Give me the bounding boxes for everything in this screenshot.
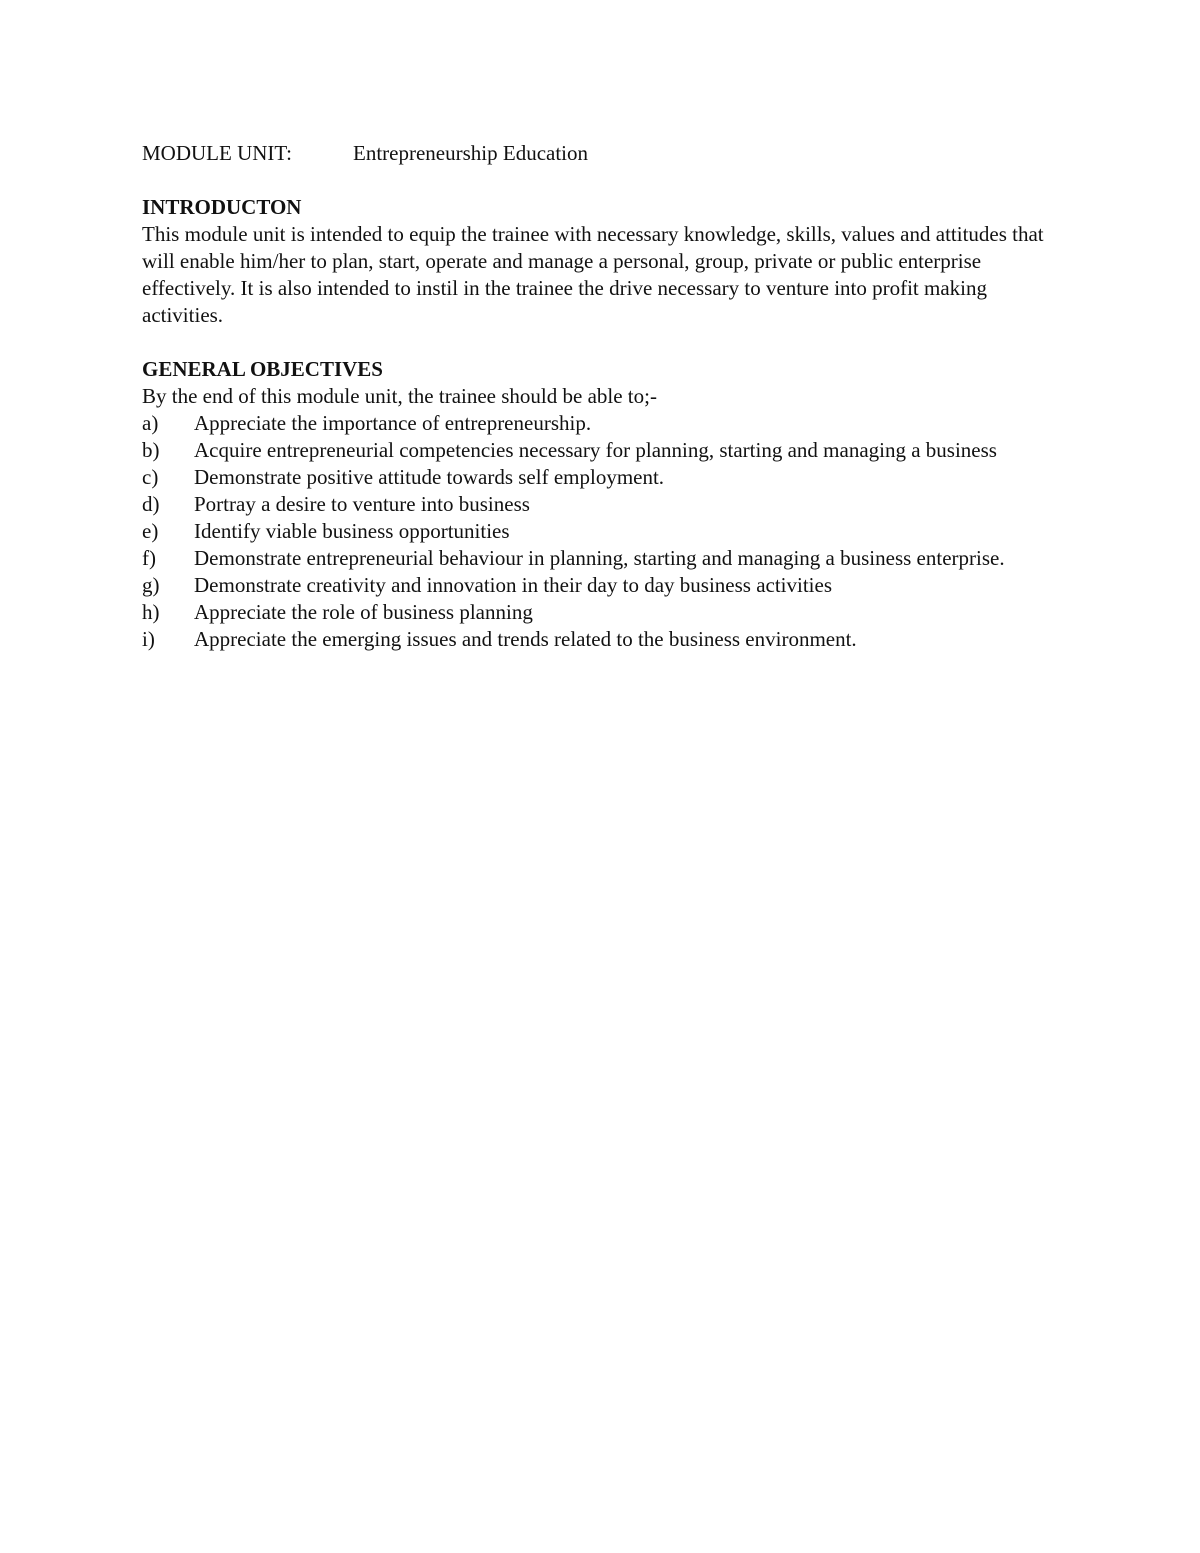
list-item-marker: h) [142, 600, 160, 624]
list-item [142, 626, 1062, 653]
list-item-marker: a) [142, 411, 159, 435]
list-item [142, 464, 1062, 491]
module-unit-value: Entrepreneurship Education [353, 141, 588, 165]
document-page [142, 140, 1062, 653]
list-item-text: Demonstrate entrepreneurial behaviour in planning, starting and managing a business enterprise. [194, 546, 1005, 570]
module-unit-line [142, 140, 1062, 167]
introduction-section [142, 194, 1062, 329]
list-item-text: Identify viable business opportunities [194, 519, 510, 543]
objectives-lead: By the end of this module unit, the trainee should be able to;- [142, 384, 657, 408]
list-item [142, 410, 1062, 437]
list-item-marker: f) [142, 546, 156, 570]
list-item-text: Appreciate the emerging issues and trends related to the business environment. [194, 627, 857, 651]
list-item [142, 545, 1062, 572]
list-item-marker: b) [142, 438, 160, 462]
list-item-marker: e) [142, 519, 159, 543]
list-item-text: Demonstrate creativity and innovation in their day to day business activities [194, 573, 833, 597]
introduction-text: This module unit is intended to equip the trainee with necessary knowledge, skills, values and attitudes that will enable him/her to plan, start, operate and manage a personal, group, private or public enterprise effectively. It is also intended to instil in the trainee the drive necessary to venture into profit making activities. [142, 222, 1044, 327]
list-item-marker: d) [142, 492, 160, 516]
list-item [142, 572, 1062, 599]
list-item-marker: c) [142, 465, 159, 489]
list-item-marker: g) [142, 573, 160, 597]
list-item-marker: i) [142, 627, 155, 651]
list-item-text: Appreciate the importance of entrepreneurship. [194, 411, 592, 435]
objectives-section [142, 356, 1062, 653]
list-item [142, 518, 1062, 545]
list-item [142, 599, 1062, 626]
list-item [142, 491, 1062, 518]
list-item [142, 437, 1062, 464]
list-item-text: Appreciate the role of business planning [194, 600, 533, 624]
list-item-text: Portray a desire to venture into business [194, 492, 530, 516]
list-item-text: Demonstrate positive attitude towards self employment. [194, 465, 665, 489]
module-unit-label: MODULE UNIT: [142, 141, 293, 165]
list-item-text: Acquire entrepreneurial competencies necessary for planning, starting and managing a business [194, 438, 997, 462]
objectives-heading: GENERAL OBJECTIVES [142, 357, 383, 381]
introduction-heading: INTRODUCTON [142, 195, 302, 219]
objectives-list [142, 410, 1062, 653]
